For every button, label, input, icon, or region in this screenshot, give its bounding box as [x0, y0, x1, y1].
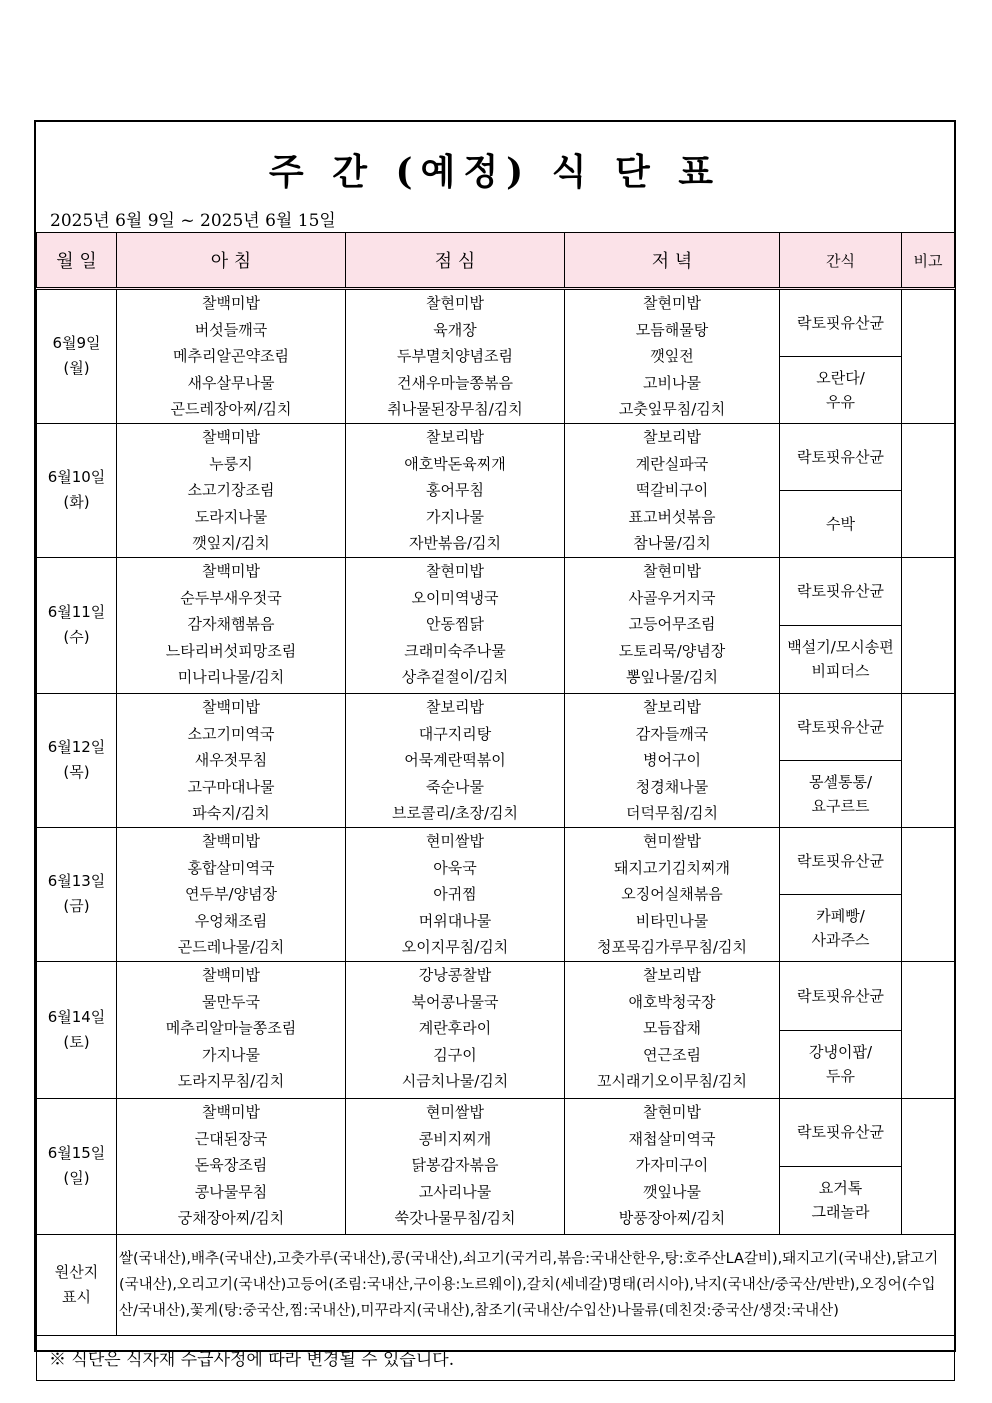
day-weekday: (수)	[63, 628, 90, 647]
breakfast-cell	[117, 961, 346, 1098]
menu-item: 자반볶음/김치	[409, 534, 501, 553]
menu-item: 아귀찜	[433, 885, 477, 904]
lunch-cell	[346, 1098, 565, 1234]
snack-line: 두유	[826, 1067, 855, 1086]
day-weekday: (화)	[63, 493, 90, 512]
menu-item: 청경채나물	[635, 777, 709, 796]
menu-item: 찰현미밥	[426, 561, 484, 580]
menu-item: 찰보리밥	[426, 697, 484, 716]
header-dinner: 저 녁	[565, 233, 780, 289]
note-cell	[902, 557, 955, 693]
menu-item: 닭봉감자볶음	[411, 1156, 499, 1175]
menu-item: 파숙지/김치	[192, 804, 270, 823]
breakfast-cell	[117, 557, 346, 693]
menu-item: 돼지고기김치찌개	[614, 858, 730, 877]
menu-item: 찰백미밥	[202, 965, 260, 984]
menu-item: 고등어무조림	[628, 615, 716, 634]
breakfast-cell	[117, 289, 346, 424]
footer-note: ※ 식단은 식자재 수급사정에 따라 변경될 수 있습니다.	[37, 1335, 955, 1380]
menu-item: 홍합살미역국	[187, 858, 275, 877]
menu-item: 돈육장조림	[194, 1156, 268, 1175]
snack-secondary	[780, 1166, 902, 1234]
day-cell	[37, 423, 117, 557]
snack-primary: 락토핏유산균	[780, 961, 902, 1030]
day-weekday: (일)	[63, 1169, 90, 1188]
day-row	[37, 423, 955, 490]
footer-row	[37, 1335, 955, 1380]
menu-item: 떡갈비구이	[635, 481, 709, 500]
lunch-cell	[346, 827, 565, 961]
menu-item: 모듬해물탕	[635, 320, 709, 339]
menu-item: 누룽지	[209, 454, 253, 473]
menu-item: 깻잎지/김치	[192, 534, 270, 553]
menu-item: 육개장	[433, 320, 477, 339]
day-date: 6월10일	[47, 468, 106, 487]
menu-item: 브로콜리/초장/김치	[391, 804, 519, 823]
menu-item: 청포묵김가루무침/김치	[597, 938, 747, 957]
snack-primary: 락토핏유산균	[780, 423, 902, 490]
note-cell	[902, 961, 955, 1098]
lunch-cell	[346, 289, 565, 424]
snack-secondary	[780, 625, 902, 693]
menu-sheet	[34, 120, 956, 1371]
header-row	[37, 233, 955, 289]
snack-primary: 락토핏유산균	[780, 693, 902, 760]
snack-line: 우유	[826, 392, 855, 411]
menu-item: 방풍장아찌/김치	[618, 1209, 726, 1228]
menu-item: 도라지무침/김치	[177, 1072, 285, 1091]
snack-line: 비피더스	[811, 662, 870, 681]
snack-line: 오란다/	[816, 368, 865, 387]
menu-item: 애호박청국장	[628, 992, 716, 1011]
menu-item: 오이미역냉국	[411, 588, 499, 607]
dinner-cell	[565, 961, 780, 1098]
day-date: 6월13일	[47, 872, 106, 891]
menu-item: 찰보리밥	[426, 427, 484, 446]
menu-item: 강낭콩찰밥	[418, 965, 492, 984]
menu-item: 찰백미밥	[202, 831, 260, 850]
dinner-cell	[565, 1098, 780, 1234]
day-row	[37, 1098, 955, 1166]
menu-item: 현미쌀밥	[426, 831, 484, 850]
day-weekday: (금)	[63, 897, 90, 916]
menu-item: 가자미구이	[635, 1156, 709, 1175]
menu-item: 아욱국	[433, 858, 477, 877]
note-cell	[902, 423, 955, 557]
menu-item: 고구마대나물	[187, 777, 275, 796]
menu-item: 도라지나물	[194, 507, 268, 526]
menu-item: 꼬시래기오이무침/김치	[597, 1072, 747, 1091]
origin-text: 쌀(국내산),배추(국내산),고춧가루(국내산),콩(국내산),쇠고기(국거리,볶음:국내산한우,탕:호주산LA갈비),돼지고기(국내산),닭고기(국내산),오리고기(국내산)고등어(조림:국내산,구이용:노르웨이),갈치(세네갈)명태(러시아),낙지(국내산/중국산/반반),오징어(수입산/국내산),꽃게(탕:중국산,찜:국내산),미꾸라지(국내산),참조기(국내산/수입산)나물류(데친것:중국산/생것:국내산)	[117, 1234, 955, 1335]
menu-item: 연근조림	[643, 1045, 701, 1064]
dinner-cell	[565, 289, 780, 424]
day-cell	[37, 961, 117, 1098]
snack-line: 카페빵/	[816, 906, 865, 925]
menu-item: 찰현미밥	[643, 1102, 701, 1121]
menu-item: 김구이	[433, 1045, 477, 1064]
menu-item: 감자들깨국	[635, 724, 709, 743]
menu-table	[36, 232, 955, 1381]
snack-secondary	[780, 1030, 902, 1098]
day-row	[37, 827, 955, 894]
menu-item: 찰현미밥	[643, 294, 701, 312]
menu-item: 안동찜닭	[426, 615, 484, 634]
menu-item: 찰백미밥	[202, 561, 260, 580]
menu-item: 소고기미역국	[187, 724, 275, 743]
breakfast-cell	[117, 1098, 346, 1234]
dinner-cell	[565, 693, 780, 827]
menu-item: 새우살무나물	[187, 373, 275, 392]
menu-item: 시금치나물/김치	[401, 1072, 509, 1091]
origin-label-line-2: 표시	[62, 1287, 91, 1306]
note-cell	[902, 289, 955, 424]
menu-item: 애호박돈육찌개	[404, 454, 506, 473]
day-cell	[37, 557, 117, 693]
menu-item: 쑥갓나물무침/김치	[394, 1209, 516, 1228]
snack-line: 몽셀통통/	[808, 772, 872, 791]
menu-item: 상추겉절이/김치	[401, 668, 509, 687]
snack-line: 요구르트	[811, 796, 870, 815]
snack-line: 수박	[826, 514, 855, 533]
snack-line: 강냉이팝/	[808, 1043, 872, 1062]
menu-item: 찰현미밥	[426, 294, 484, 312]
menu-item: 현미쌀밥	[426, 1102, 484, 1121]
snack-primary: 락토핏유산균	[780, 289, 902, 357]
note-cell	[902, 827, 955, 961]
menu-item: 궁채장아찌/김치	[177, 1209, 285, 1228]
menu-item: 소고기장조림	[187, 481, 275, 500]
day-weekday: (토)	[63, 1032, 90, 1051]
menu-item: 우엉채조림	[194, 911, 268, 930]
menu-item: 가지나물	[426, 507, 484, 526]
menu-item: 홍어무침	[426, 481, 484, 500]
menu-item: 콩비지찌개	[418, 1129, 492, 1148]
menu-item: 취나물된장무침/김치	[387, 400, 523, 419]
menu-item: 찰백미밥	[202, 294, 260, 312]
dinner-cell	[565, 827, 780, 961]
menu-item: 계란실파국	[635, 454, 709, 473]
menu-item: 곤드레나물/김치	[177, 938, 285, 957]
menu-item: 연두부/양념장	[185, 885, 277, 904]
snack-line: 사과주스	[811, 930, 870, 949]
menu-item: 죽순나물	[426, 777, 484, 796]
breakfast-cell	[117, 827, 346, 961]
day-cell	[37, 1098, 117, 1234]
note-cell	[902, 1098, 955, 1234]
day-cell	[37, 827, 117, 961]
day-row	[37, 289, 955, 357]
menu-item: 찰보리밥	[643, 697, 701, 716]
menu-item: 계란후라이	[418, 1019, 492, 1038]
menu-item: 미나리나물/김치	[177, 668, 285, 687]
menu-item: 모듬잡채	[643, 1019, 701, 1038]
menu-item: 현미쌀밥	[643, 831, 701, 850]
menu-item: 고춧잎무침/김치	[618, 400, 726, 419]
snack-primary: 락토핏유산균	[780, 827, 902, 894]
menu-item: 비타민나물	[635, 911, 709, 930]
menu-item: 순두부새우젓국	[180, 588, 282, 607]
lunch-cell	[346, 557, 565, 693]
breakfast-cell	[117, 423, 346, 557]
menu-item: 고사리나물	[418, 1182, 492, 1201]
menu-item: 깻잎나물	[643, 1182, 701, 1201]
menu-item: 대구지리탕	[418, 724, 492, 743]
menu-item: 건새우마늘쫑볶음	[397, 373, 513, 392]
menu-item: 머위대나물	[418, 911, 492, 930]
menu-item: 오이지무침/김치	[401, 938, 509, 957]
menu-item: 뽕잎나물/김치	[626, 668, 718, 687]
menu-item: 찰보리밥	[643, 427, 701, 446]
menu-item: 찰현미밥	[643, 561, 701, 580]
date-range: 2025년 6월 9일 ~ 2025년 6월 15일	[50, 211, 336, 231]
menu-item: 메추리알마늘쫑조림	[165, 1019, 297, 1038]
day-date: 6월12일	[47, 738, 106, 757]
day-date: 6월9일	[52, 334, 101, 353]
lunch-cell	[346, 423, 565, 557]
dinner-cell	[565, 423, 780, 557]
day-date: 6월11일	[47, 603, 106, 622]
menu-item: 더덕무침/김치	[626, 804, 718, 823]
breakfast-cell	[117, 693, 346, 827]
menu-item: 참나물/김치	[633, 534, 711, 553]
day-row	[37, 693, 955, 760]
snack-line: 요거톡	[818, 1179, 863, 1198]
snack-secondary	[780, 490, 902, 557]
origin-row	[37, 1234, 955, 1335]
header-lunch: 점 심	[346, 233, 565, 289]
menu-item: 두부멸치양념조림	[397, 347, 513, 366]
menu-item: 표고버섯볶음	[628, 507, 716, 526]
menu-item: 버섯들깨국	[194, 320, 268, 339]
snack-line: 백설기/모시송편	[787, 638, 894, 657]
origin-label-line-1: 원산지	[54, 1262, 99, 1281]
menu-item: 재첩살미역국	[628, 1129, 716, 1148]
snack-line: 그래놀라	[811, 1203, 870, 1222]
menu-item: 크래미숙주나물	[404, 641, 506, 660]
dinner-cell	[565, 557, 780, 693]
header-breakfast: 아 침	[117, 233, 346, 289]
day-date: 6월15일	[47, 1144, 106, 1163]
snack-secondary	[780, 894, 902, 961]
menu-item: 오징어실채볶음	[621, 885, 723, 904]
snack-primary: 락토핏유산균	[780, 557, 902, 625]
menu-item: 느타리버섯피망조림	[165, 641, 297, 660]
day-weekday: (월)	[63, 359, 90, 378]
day-date: 6월14일	[47, 1007, 106, 1026]
origin-label	[37, 1234, 117, 1335]
menu-item: 찰보리밥	[643, 965, 701, 984]
lunch-cell	[346, 961, 565, 1098]
menu-item: 근대된장국	[194, 1129, 268, 1148]
snack-primary: 락토핏유산균	[780, 1098, 902, 1166]
day-cell	[37, 693, 117, 827]
menu-item: 감자채햄볶음	[187, 615, 275, 634]
header-note: 비고	[902, 233, 955, 289]
note-cell	[902, 693, 955, 827]
menu-item: 도토리묵/양념장	[618, 641, 726, 660]
menu-item: 가지나물	[202, 1045, 260, 1064]
menu-item: 물만두국	[202, 992, 260, 1011]
menu-item: 병어구이	[643, 751, 701, 770]
snack-secondary	[780, 356, 902, 423]
menu-item: 깻잎전	[650, 347, 694, 366]
day-row	[37, 557, 955, 625]
menu-item: 새우젓무침	[194, 751, 268, 770]
lunch-cell	[346, 693, 565, 827]
menu-item: 콩나물무침	[194, 1182, 268, 1201]
snack-secondary	[780, 760, 902, 827]
menu-item: 곤드레장아찌/김치	[170, 400, 292, 419]
header-snack: 간식	[780, 233, 902, 289]
page-title: 주 간 (예정) 식 단 표	[268, 151, 722, 193]
menu-item: 어묵계란떡볶이	[404, 751, 506, 770]
menu-item: 메추리알곤약조림	[173, 347, 289, 366]
menu-item: 찰백미밥	[202, 1102, 260, 1121]
menu-item: 북어콩나물국	[411, 992, 499, 1011]
menu-item: 고비나물	[643, 373, 701, 392]
day-cell	[37, 289, 117, 424]
menu-item: 찰백미밥	[202, 427, 260, 446]
header-day: 월 일	[37, 233, 117, 289]
day-weekday: (목)	[63, 763, 90, 782]
menu-item: 사골우거지국	[628, 588, 716, 607]
day-row	[37, 961, 955, 1030]
menu-item: 찰백미밥	[202, 697, 260, 716]
